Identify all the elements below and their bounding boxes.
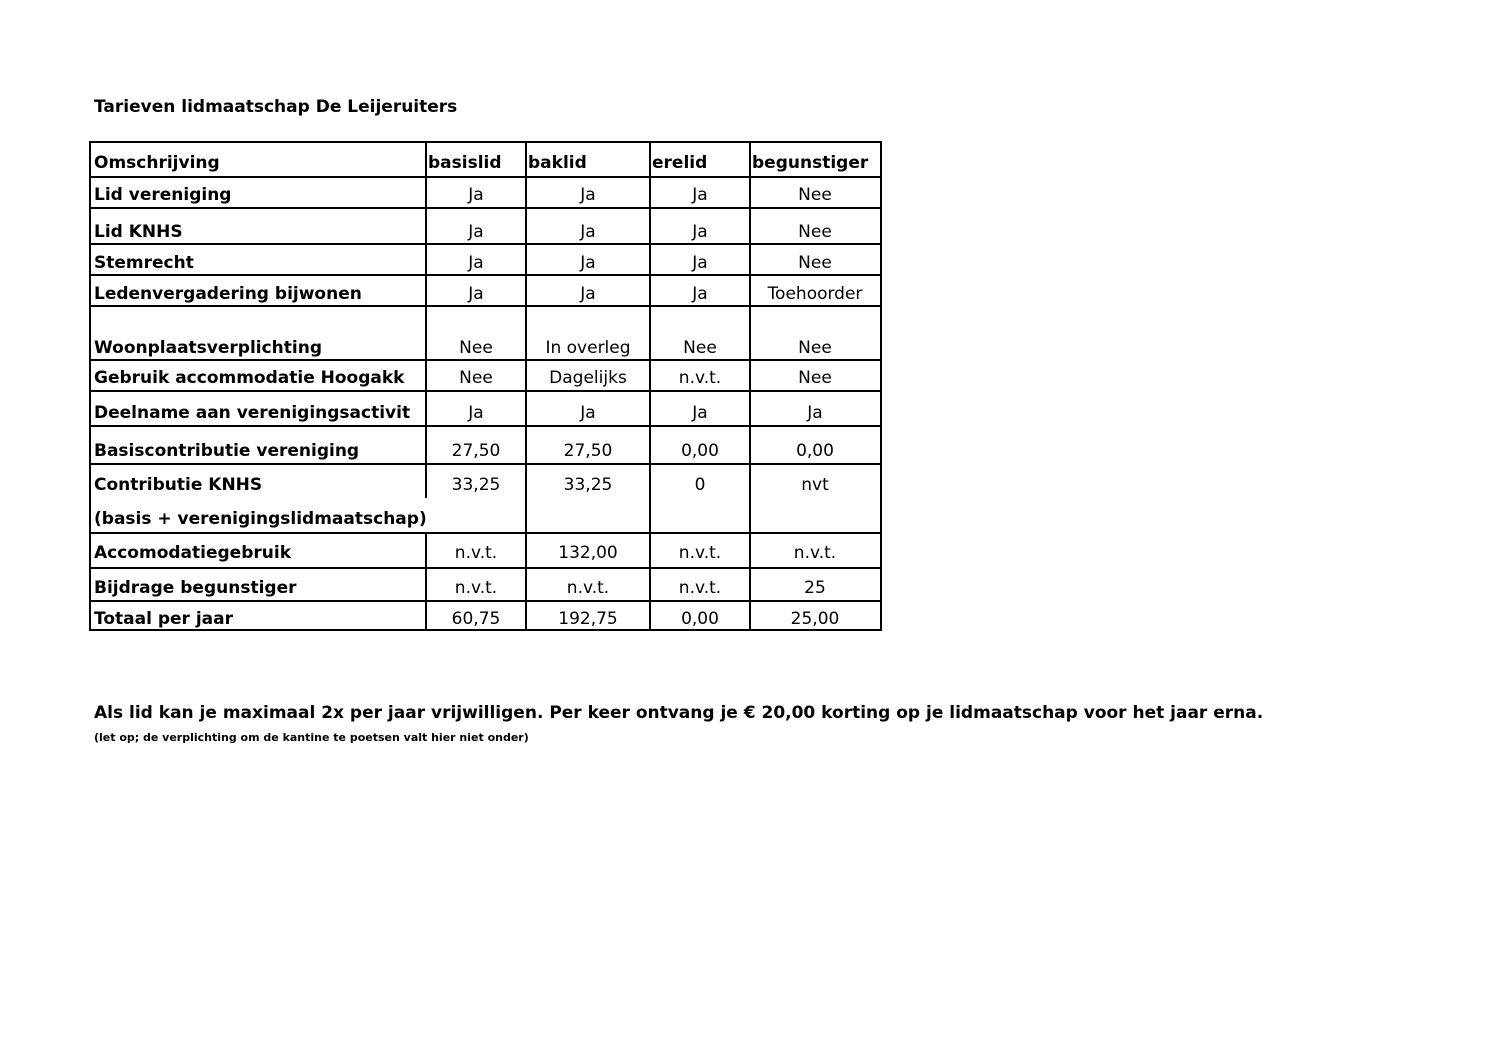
table-cell: Ja — [468, 403, 484, 423]
table-cell: 0,00 — [681, 609, 719, 629]
table-cell: 25,00 — [790, 609, 840, 629]
row-divider — [91, 425, 880, 427]
column-header: begunstiger — [752, 153, 869, 173]
table-cell: Dagelijks — [549, 368, 627, 388]
row-divider — [91, 243, 880, 245]
table-cell: 60,75 — [451, 609, 501, 629]
table-cell: Ja — [807, 403, 823, 423]
table-cell: 192,75 — [558, 609, 618, 629]
table-cell: Ja — [692, 403, 708, 423]
row-label: Basiscontributie vereniging — [94, 441, 360, 461]
row-divider — [91, 176, 880, 178]
table-cell: n.v.t. — [566, 578, 610, 598]
row-label: Stemrecht — [94, 253, 194, 273]
row-label: Bijdrage begunstiger — [94, 578, 297, 598]
row-divider — [91, 305, 880, 307]
table-cell: Ja — [692, 222, 708, 242]
table-cell: Nee — [459, 338, 493, 358]
row-label: Lid KNHS — [94, 222, 183, 242]
row-label: Gebruik accommodatie Hoogakk — [94, 368, 405, 388]
row-label: Deelname aan verenigingsactivit — [94, 403, 411, 423]
table-cell: n.v.t. — [678, 543, 722, 563]
row-divider — [91, 207, 880, 209]
table-cell: 0,00 — [796, 441, 834, 461]
table-cell: n.v.t. — [454, 578, 498, 598]
row-label: (basis + verenigingslidmaatschap) — [94, 509, 427, 529]
row-divider — [91, 463, 880, 465]
row-divider — [91, 567, 880, 569]
table-cell: Ja — [692, 253, 708, 273]
table-cell: 132,00 — [558, 543, 618, 563]
table-cell: 0,00 — [681, 441, 719, 461]
row-divider — [91, 390, 880, 392]
table-cell: Ja — [468, 253, 484, 273]
table-cell: Nee — [798, 222, 832, 242]
row-label: Contributie KNHS — [94, 475, 263, 495]
table-cell: Nee — [798, 185, 832, 205]
column-header: Omschrijving — [94, 153, 220, 173]
column-header: baklid — [528, 153, 587, 173]
row-divider — [91, 359, 880, 361]
row-label: Totaal per jaar — [94, 609, 233, 629]
table-cell: Ja — [692, 185, 708, 205]
row-label: Lid vereniging — [94, 185, 232, 205]
table-cell: Ja — [580, 185, 596, 205]
table-cell: n.v.t. — [454, 543, 498, 563]
volunteer-note: Als lid kan je maximaal 2x per jaar vrijwilligen. Per keer ontvang je € 20,00 korting op je lidmaatschap voor het jaar erna. — [94, 703, 1264, 723]
table-cell: 33,25 — [563, 475, 613, 495]
table-cell: Ja — [468, 185, 484, 205]
table-cell: 33,25 — [451, 475, 501, 495]
row-label: Ledenvergadering bijwonen — [94, 284, 362, 304]
table-cell: Nee — [798, 338, 832, 358]
table-cell: Ja — [580, 222, 596, 242]
table-cell: Ja — [692, 284, 708, 304]
table-cell: n.v.t. — [678, 368, 722, 388]
table-cell: 27,50 — [563, 441, 613, 461]
table-cell: 27,50 — [451, 441, 501, 461]
table-cell: Ja — [468, 222, 484, 242]
table-cell: Ja — [468, 284, 484, 304]
page-title: Tarieven lidmaatschap De Leijeruiters — [94, 97, 458, 117]
tariff-table — [89, 141, 882, 631]
table-cell: Ja — [580, 403, 596, 423]
column-header: erelid — [652, 153, 708, 173]
table-cell: Nee — [798, 253, 832, 273]
table-cell: Nee — [798, 368, 832, 388]
table-cell: n.v.t. — [793, 543, 837, 563]
table-cell: Ja — [580, 253, 596, 273]
row-label: Woonplaatsverplichting — [94, 338, 323, 358]
row-label: Accomodatiegebruik — [94, 543, 291, 563]
table-cell: Nee — [683, 338, 717, 358]
row-divider — [91, 600, 880, 602]
table-cell: n.v.t. — [678, 578, 722, 598]
table-cell: Toehoorder — [767, 284, 863, 304]
table-cell: In overleg — [545, 338, 631, 358]
table-cell: Nee — [459, 368, 493, 388]
row-divider — [91, 532, 880, 534]
table-cell: nvt — [801, 475, 829, 495]
table-cell: 25 — [804, 578, 826, 598]
table-cell: 0 — [694, 475, 706, 495]
table-cell: Ja — [580, 284, 596, 304]
cleaning-footnote: (let op; de verplichting om de kantine te poetsen valt hier niet onder) — [94, 731, 529, 744]
row-divider — [91, 274, 880, 276]
column-header: basislid — [428, 153, 502, 173]
